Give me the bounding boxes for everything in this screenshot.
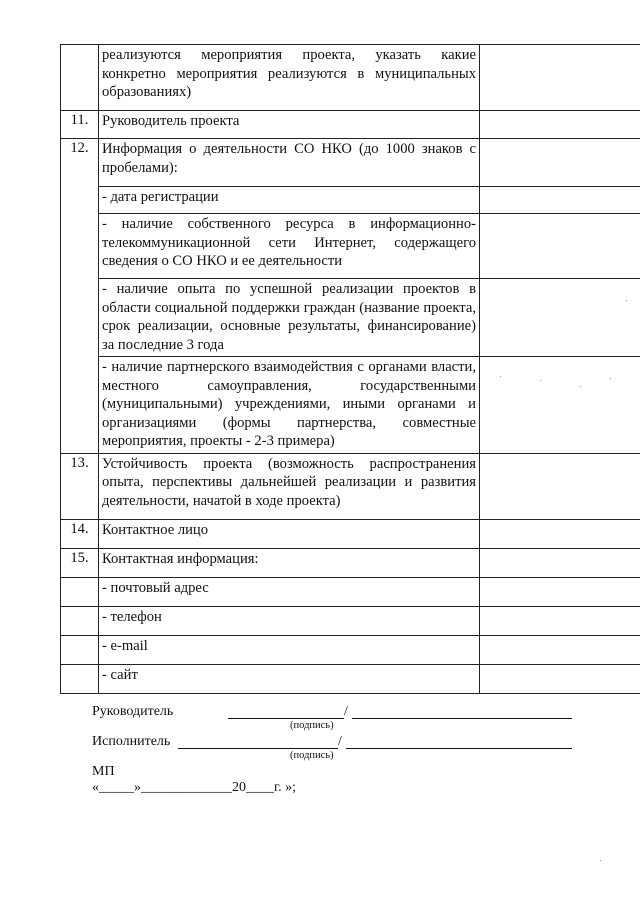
row-description: реализуются мероприятия проекта, указать какие конкретно мероприятия реализуются в муниципальных образованиях) xyxy=(99,45,480,111)
row-description: - сайт xyxy=(99,664,480,693)
scan-speck xyxy=(626,300,627,301)
row-description: Информация о деятельности СО НКО (до 1000 знаков с пробелами): xyxy=(99,139,480,187)
answer-cell[interactable] xyxy=(480,519,640,548)
head-slash: / xyxy=(344,704,348,719)
answer-cell[interactable] xyxy=(480,111,640,139)
table-row xyxy=(61,45,640,111)
row-number: 14. xyxy=(61,519,99,548)
answer-cell[interactable] xyxy=(480,453,640,519)
table-row xyxy=(61,357,640,454)
answer-cell[interactable] xyxy=(480,577,640,606)
table-row xyxy=(61,664,640,693)
stamp-label: МП xyxy=(92,764,115,779)
row-number: 13. xyxy=(61,453,99,519)
row-number xyxy=(61,664,99,693)
scan-speck xyxy=(600,860,601,861)
row-description: - наличие опыта по успешной реализации проектов в области социальной поддержки граждан (название проекта, срок реализации, основные результаты, финансирование) за последние 3 года xyxy=(99,279,480,357)
row-description: Контактное лицо xyxy=(99,519,480,548)
answer-cell[interactable] xyxy=(480,635,640,664)
scan-speck xyxy=(610,378,611,379)
table-row xyxy=(61,577,640,606)
answer-cell[interactable] xyxy=(480,664,640,693)
scan-speck xyxy=(500,376,501,377)
answer-cell[interactable] xyxy=(480,45,640,111)
row-description: Контактная информация: xyxy=(99,548,480,577)
row-number: 15. xyxy=(61,548,99,577)
answer-cell[interactable] xyxy=(480,548,640,577)
table-row xyxy=(61,214,640,279)
row-description: - наличие партнерского взаимодействия с органами власти, местного самоуправления, государственными (муниципальными) учреждениями, иными органами и организациями (формы партнерства, совместные мероприятия, проекты - 2-3 примера) xyxy=(99,357,480,454)
answer-cell[interactable] xyxy=(480,357,640,454)
table-row xyxy=(61,139,640,187)
table-row xyxy=(61,453,640,519)
date-line: «_____»_____________20____г. »; xyxy=(92,780,297,795)
answer-cell[interactable] xyxy=(480,139,640,187)
head-name-line[interactable] xyxy=(352,718,572,719)
row-description: Руководитель проекта xyxy=(99,111,480,139)
answer-cell[interactable] xyxy=(480,606,640,635)
row-description: - e-mail xyxy=(99,635,480,664)
row-number: 11. xyxy=(61,111,99,139)
scan-speck xyxy=(580,386,581,387)
row-description: Устойчивость проекта (возможность распространения опыта, перспективы дальнейшей реализации и развития деятельности, начатой в ходе проекта) xyxy=(99,453,480,519)
table-row xyxy=(61,519,640,548)
row-description: - телефон xyxy=(99,606,480,635)
scan-speck xyxy=(540,380,541,381)
row-number xyxy=(61,577,99,606)
table-row xyxy=(61,606,640,635)
table-row xyxy=(61,548,640,577)
table-row xyxy=(61,111,640,139)
row-number xyxy=(61,45,99,111)
head-label: Руководитель xyxy=(92,704,174,719)
row-number: 12. xyxy=(61,139,99,454)
application-form-table xyxy=(60,44,640,694)
row-description: - почтовый адрес xyxy=(99,577,480,606)
row-number xyxy=(61,606,99,635)
executor-signature-line[interactable] xyxy=(178,748,338,749)
head-signature-line[interactable] xyxy=(228,718,344,719)
executor-label: Исполнитель xyxy=(92,734,171,749)
executor-signature-caption: (подпись) xyxy=(290,750,334,761)
row-description: - дата регистрации xyxy=(99,187,480,214)
answer-cell[interactable] xyxy=(480,279,640,357)
table-row xyxy=(61,635,640,664)
head-signature-caption: (подпись) xyxy=(290,720,334,731)
executor-slash: / xyxy=(338,734,342,749)
row-description: - наличие собственного ресурса в информационно-телекоммуникационной сети Интернет, содержащего сведения о СО НКО и ее деятельности xyxy=(99,214,480,279)
answer-cell[interactable] xyxy=(480,187,640,214)
row-number xyxy=(61,635,99,664)
table-row xyxy=(61,187,640,214)
table-row xyxy=(61,279,640,357)
answer-cell[interactable] xyxy=(480,214,640,279)
executor-name-line[interactable] xyxy=(346,748,572,749)
